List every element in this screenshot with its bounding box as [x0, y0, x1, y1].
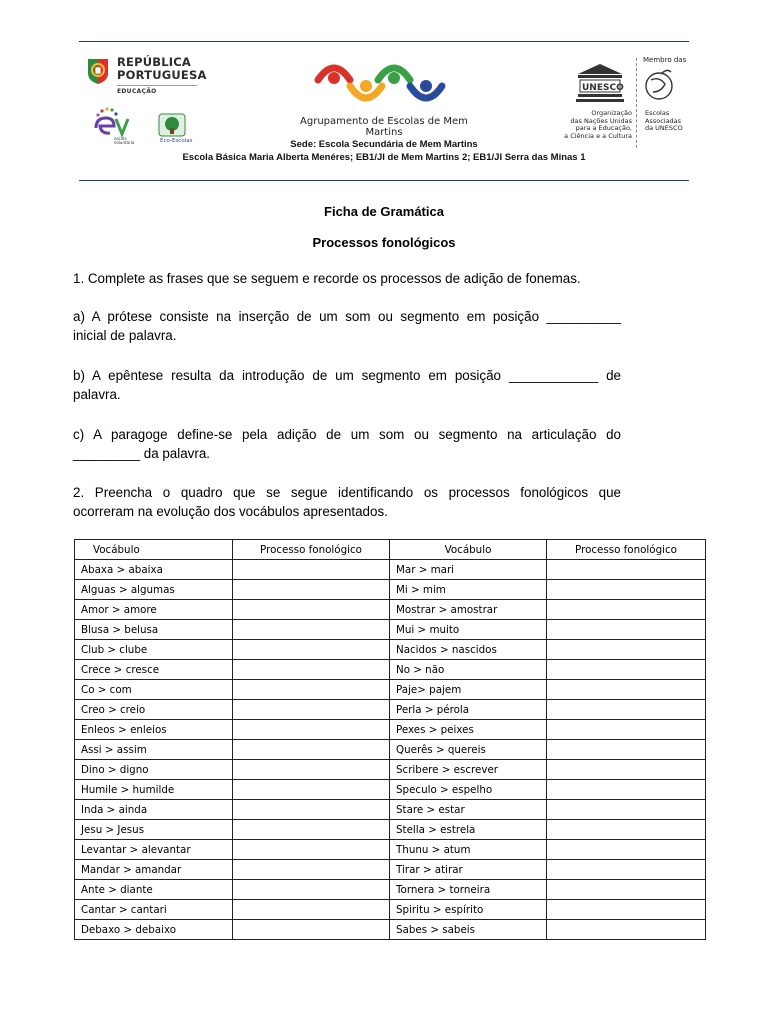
vocabulo-cell: Abaxa > abaixa	[75, 560, 233, 580]
vocabulo-cell: Speculo > espelho	[390, 780, 547, 800]
answer-cell[interactable]	[233, 800, 390, 820]
answer-cell[interactable]	[547, 820, 706, 840]
table-row	[75, 920, 706, 940]
header-bottom-rule	[79, 180, 689, 181]
vocabulo-cell: Scribere > escrever	[390, 760, 547, 780]
question-1a	[73, 307, 621, 345]
escolas-associadas-text: Escolas Associadas da UNESCO	[645, 109, 683, 132]
table-row	[75, 560, 706, 580]
vocabulo-cell: Nacidos > nascidos	[390, 640, 547, 660]
answer-cell[interactable]	[547, 620, 706, 640]
table-row	[75, 840, 706, 860]
question-1	[73, 269, 621, 288]
answer-cell[interactable]	[233, 920, 390, 940]
answer-cell[interactable]	[547, 860, 706, 880]
column-header-processo-2: Processo fonológico	[547, 540, 706, 560]
republica-portuguesa-name: REPÚBLICA PORTUGUESA	[117, 55, 207, 82]
table-row	[75, 760, 706, 780]
vocabulo-cell: Thunu > atum	[390, 840, 547, 860]
answer-cell[interactable]	[233, 600, 390, 620]
vocabulo-cell: Perla > pérola	[390, 700, 547, 720]
vocabulo-cell: Tornera > torneira	[390, 880, 547, 900]
question-1-text: 1. Complete as frases que se seguem e recorde os processos de adição de fonemas.	[73, 271, 581, 286]
answer-cell[interactable]	[547, 700, 706, 720]
worksheet-subtitle: Processos fonológicos	[312, 235, 456, 250]
vocabulo-cell: Blusa > belusa	[75, 620, 233, 640]
vocabulo-cell: Sabes > sabeis	[390, 920, 547, 940]
portugal-emblem-icon	[86, 57, 110, 85]
answer-cell[interactable]	[233, 640, 390, 660]
answer-cell[interactable]	[547, 660, 706, 680]
table-row	[75, 660, 706, 680]
question-2-line-2: ocorreram na evolução dos vocábulos apresentados.	[73, 504, 388, 519]
question-1a-line-1: a) A prótese consiste na inserção de um som ou segmento em posição __________	[73, 309, 621, 324]
answer-cell[interactable]	[233, 900, 390, 920]
answer-cell[interactable]	[547, 680, 706, 700]
answer-cell[interactable]	[547, 900, 706, 920]
answer-cell[interactable]	[233, 880, 390, 900]
vocabulo-cell: Levantar > alevantar	[75, 840, 233, 860]
table-row	[75, 720, 706, 740]
answer-cell[interactable]	[547, 880, 706, 900]
vocabulo-cell: Tirar > atirar	[390, 860, 547, 880]
answer-cell[interactable]	[233, 840, 390, 860]
vocabulo-cell: Pexes > peixes	[390, 720, 547, 740]
question-1c-line-1: c) A paragoge define-se pela adição de um som ou segmento na articulação do	[73, 427, 621, 442]
vocabulo-cell: Stella > estrela	[390, 820, 547, 840]
question-1b-line-1: b) A epêntese resulta da introdução de um segmento em posição ____________ de	[73, 368, 621, 383]
table-row	[75, 640, 706, 660]
escola-voluntaria-logo-icon	[92, 106, 144, 144]
answer-cell[interactable]	[547, 800, 706, 820]
answer-cell[interactable]	[233, 720, 390, 740]
column-header-vocabulo-1: Vocábulo	[75, 540, 233, 560]
answer-cell[interactable]	[233, 860, 390, 880]
table-row	[75, 800, 706, 820]
vocabulo-cell: Inda > ainda	[75, 800, 233, 820]
unesco-organization-text: Organização das Nações Unidas para a Educação, a Ciência e a Cultura	[564, 109, 632, 140]
answer-cell[interactable]	[547, 780, 706, 800]
svg-text:voluntária: voluntária	[114, 140, 135, 145]
column-header-processo-1: Processo fonológico	[233, 540, 390, 560]
answer-cell[interactable]	[233, 680, 390, 700]
question-1b	[73, 366, 621, 404]
table-row	[75, 620, 706, 640]
vocabulo-cell: Jesu > Jesus	[75, 820, 233, 840]
table-row	[75, 780, 706, 800]
answer-cell[interactable]	[233, 740, 390, 760]
answer-cell[interactable]	[233, 620, 390, 640]
table-header-row	[75, 540, 706, 560]
vocabulo-cell: Mi > mim	[390, 580, 547, 600]
vocabulo-cell: Mar > mari	[390, 560, 547, 580]
vocabulo-cell: Alguas > algumas	[75, 580, 233, 600]
agrupamento-name: Agrupamento de Escolas de Mem Martins	[300, 116, 468, 138]
unesco-logo-icon	[574, 62, 626, 106]
vocabulo-cell: Creo > creio	[75, 700, 233, 720]
question-1c	[73, 425, 621, 463]
question-1a-line-2: inicial de palavra.	[73, 328, 177, 343]
vocabulo-cell: Enleos > enleios	[75, 720, 233, 740]
associated-schools-globe-icon	[641, 66, 677, 106]
agrupamento-logo-icon	[316, 56, 444, 110]
vocabulo-cell: Co > com	[75, 680, 233, 700]
vocabulo-cell: Humile > humilde	[75, 780, 233, 800]
vocabulo-cell: Dino > digno	[75, 760, 233, 780]
question-1c-line-2: _________ da palavra.	[73, 446, 210, 461]
table-row	[75, 820, 706, 840]
svg-text:escola: escola	[114, 136, 127, 141]
answer-cell[interactable]	[233, 780, 390, 800]
sede-line-1: Sede: Escola Secundária de Mem Martins	[290, 139, 478, 150]
vocabulo-cell: Mandar > amandar	[75, 860, 233, 880]
question-1b-line-2: palavra.	[73, 387, 121, 402]
answer-cell[interactable]	[233, 820, 390, 840]
table-body	[75, 560, 706, 940]
vocabulo-cell: No > não	[390, 660, 547, 680]
unesco-divider	[636, 58, 637, 148]
answer-cell[interactable]	[547, 580, 706, 600]
vocabulo-cell: Crece > cresce	[75, 660, 233, 680]
republica-portuguesa-logo	[86, 55, 216, 99]
phonological-processes-table	[74, 539, 706, 940]
table-row	[75, 860, 706, 880]
vocabulo-cell: Paje> pajem	[390, 680, 547, 700]
worksheet-title: Ficha de Gramática	[324, 204, 444, 219]
answer-cell[interactable]	[547, 740, 706, 760]
vocabulo-cell: Stare > estar	[390, 800, 547, 820]
answer-cell[interactable]	[233, 760, 390, 780]
answer-cell[interactable]	[233, 660, 390, 680]
answer-cell[interactable]	[547, 560, 706, 580]
vocabulo-cell: Amor > amore	[75, 600, 233, 620]
table-row	[75, 880, 706, 900]
vocabulo-cell: Spiritu > espírito	[390, 900, 547, 920]
table-row	[75, 740, 706, 760]
table-row	[75, 580, 706, 600]
header-top-rule	[79, 41, 689, 42]
answer-cell[interactable]	[547, 840, 706, 860]
column-header-vocabulo-2: Vocábulo	[390, 540, 547, 560]
answer-cell[interactable]	[233, 560, 390, 580]
svg-text:UNESCO: UNESCO	[582, 83, 624, 93]
vocabulo-cell: Mui > muito	[390, 620, 547, 640]
svg-text:Eco-Escolas: Eco-Escolas	[160, 138, 193, 144]
sede-line-2: Escola Básica Maria Alberta Menéres; EB1/JI de Mem Martins 2; EB1/JI Serra das Minas 1	[182, 152, 586, 163]
table-row	[75, 700, 706, 720]
vocabulo-cell: Assi > assim	[75, 740, 233, 760]
vocabulo-cell: Club > clube	[75, 640, 233, 660]
answer-cell[interactable]	[547, 760, 706, 780]
answer-cell[interactable]	[547, 640, 706, 660]
question-2-line-1: 2. Preencha o quadro que se segue identificando os processos fonológicos que	[73, 485, 621, 500]
table-row	[75, 680, 706, 700]
vocabulo-cell: Ante > diante	[75, 880, 233, 900]
vocabulo-cell: Debaxo > debaixo	[75, 920, 233, 940]
table-row	[75, 600, 706, 620]
vocabulo-cell: Mostrar > amostrar	[390, 600, 547, 620]
answer-cell[interactable]	[233, 580, 390, 600]
vocabulo-cell: Cantar > cantari	[75, 900, 233, 920]
answer-cell[interactable]	[233, 700, 390, 720]
answer-cell[interactable]	[547, 720, 706, 740]
logo-divider	[117, 85, 197, 86]
question-2	[73, 483, 621, 521]
educacao-label: EDUCAÇÃO	[117, 88, 157, 95]
answer-cell[interactable]	[547, 600, 706, 620]
vocabulo-cell: Querês > quereis	[390, 740, 547, 760]
answer-cell[interactable]	[547, 920, 706, 940]
table-row	[75, 900, 706, 920]
membro-das-label: Membro das	[643, 56, 687, 64]
